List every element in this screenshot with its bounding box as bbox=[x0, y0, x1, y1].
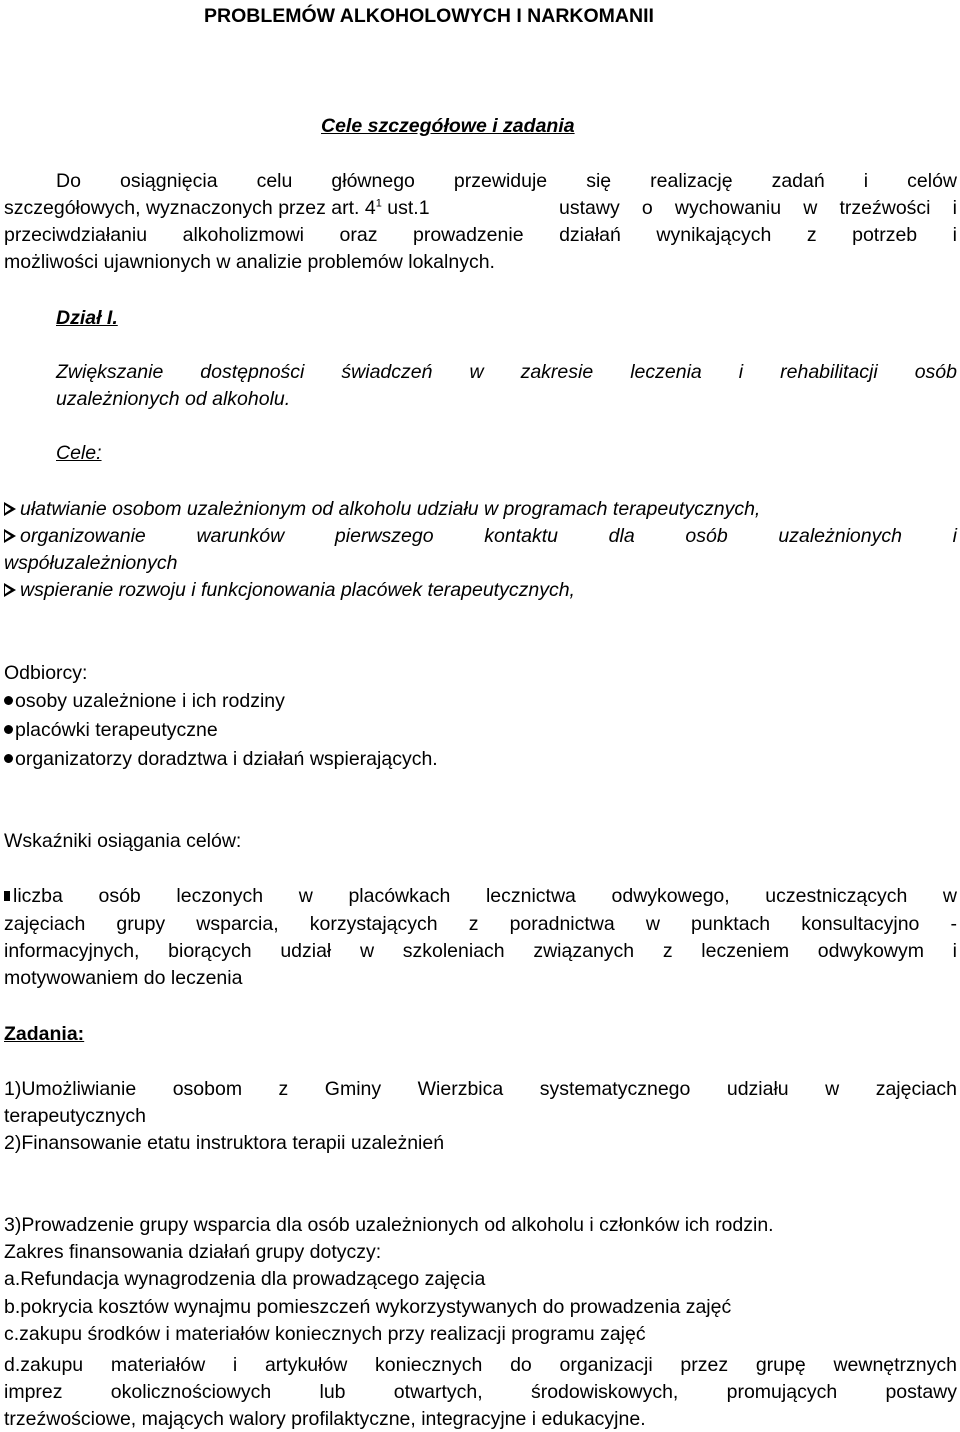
intro-line-2-start bbox=[4, 196, 430, 220]
cele-item-3-text: wspieranie rozwoju i funkcjonowania placówek terapeutycznych, bbox=[20, 579, 575, 601]
zadanie-3: 3)Prowadzenie grupy wsparcia dla osób uzależnionych od alkoholu i członków ich rodzin. bbox=[4, 1214, 774, 1236]
square-bullet-icon bbox=[4, 891, 10, 901]
intro-line-1: Do osiągnięcia celu głównego przewiduje się realizację zadań i celów bbox=[56, 170, 957, 192]
cele-item-3 bbox=[4, 578, 957, 602]
section-title: Cele szczegółowe i zadania bbox=[321, 115, 575, 137]
dzial-subtitle-line-1: Zwiększanie dostępności świadczeń w zakresie leczenia i rehabilitacji osób bbox=[56, 361, 957, 383]
wskazniki-line-1-text: liczba osób leczonych w placówkach lecznictwa odwykowego, uczestniczących w bbox=[13, 885, 957, 907]
intro-line-2-end: ustawy o wychowaniu w trzeźwości i bbox=[559, 197, 957, 219]
zakres-item-d-line-2: imprez okolicznościowych lub otwartych, środowiskowych, promujących postawy bbox=[4, 1381, 957, 1403]
dzial-subtitle-line-2: uzależnionych od alkoholu. bbox=[56, 388, 291, 410]
zakres-item-a: a.Refundacja wynagrodzenia dla prowadzącego zajęcia bbox=[4, 1268, 486, 1290]
wskazniki-line-3: informacyjnych, biorących udział w szkoleniach związanych z leczeniem odwykowym i bbox=[4, 940, 957, 962]
intro-line-2-mid: ust.1 bbox=[381, 197, 430, 219]
intro-line-3: przeciwdziałaniu alkoholizmowi oraz prowadzenie działań wynikających z potrzeb i bbox=[4, 224, 957, 246]
zakres-item-b: b.pokrycia kosztów wynajmu pomieszczeń wykorzystywanych do prowadzenia zajęć bbox=[4, 1296, 732, 1318]
cele-item-2-text: organizowanie warunków pierwszego kontaktu dla osób uzależnionych i bbox=[20, 525, 957, 547]
odbiorcy-item-1 bbox=[4, 689, 285, 713]
dot-bullet-icon bbox=[4, 754, 13, 763]
document-heading: PROBLEMÓW ALKOHOLOWYCH I NARKOMANII bbox=[204, 5, 654, 27]
dot-bullet-icon bbox=[4, 696, 13, 705]
zadania-label: Zadania: bbox=[4, 1023, 85, 1045]
wskazniki-line-1 bbox=[4, 884, 957, 908]
dzial-title: Dział I. bbox=[56, 307, 118, 329]
cele-item-1 bbox=[4, 497, 957, 521]
zadanie-2: 2)Finansowanie etatu instruktora terapii uzależnień bbox=[4, 1132, 445, 1154]
intro-line-2-prefix: szczegółowych, wyznaczonych przez art. 4 bbox=[4, 197, 376, 219]
zadanie-1-line-1: 1)Umożliwianie osobom z Gminy Wierzbica systematycznego udziału w zajęciach bbox=[4, 1078, 957, 1100]
arrow-bullet-icon bbox=[4, 529, 16, 543]
intro-line-2-sup: 1 bbox=[375, 197, 382, 210]
cele-label: Cele: bbox=[56, 442, 102, 464]
wskazniki-line-2: zajęciach grupy wsparcia, korzystających z poradnictwa w punktach konsultacyjno - bbox=[4, 913, 957, 935]
intro-line-4: możliwości ujawnionych w analizie problemów lokalnych. bbox=[4, 251, 495, 273]
odbiorcy-item-2-text: placówki terapeutyczne bbox=[15, 719, 218, 741]
odbiorcy-item-3 bbox=[4, 747, 438, 771]
odbiorcy-item-2 bbox=[4, 718, 218, 742]
cele-item-2 bbox=[4, 524, 957, 548]
dot-bullet-icon bbox=[4, 725, 13, 734]
cele-item-1-text: ułatwianie osobom uzależnionym od alkoholu udziału w programach terapeutycznych, bbox=[20, 498, 761, 520]
zakres-item-d-line-3: trzeźwościowe, mających walory profilaktyczne, integracyjne i edukacyjne. bbox=[4, 1408, 646, 1430]
odbiorcy-item-3-text: organizatorzy doradztwa i działań wspierających. bbox=[15, 748, 438, 770]
wskazniki-line-4: motywowaniem do leczenia bbox=[4, 967, 243, 989]
odbiorcy-label: Odbiorcy: bbox=[4, 662, 88, 684]
zadanie-1-line-2: terapeutycznych bbox=[4, 1105, 146, 1127]
arrow-bullet-icon bbox=[4, 502, 16, 516]
zakres-item-d-line-1: d.zakupu materiałów i artykułów koniecznych do organizacji przez grupę wewnętrznych bbox=[4, 1354, 957, 1376]
arrow-bullet-icon bbox=[4, 583, 16, 597]
zakres-label: Zakres finansowania działań grupy dotyczy: bbox=[4, 1241, 382, 1263]
odbiorcy-item-1-text: osoby uzależnione i ich rodziny bbox=[15, 690, 285, 712]
zakres-item-c: c.zakupu środków i materiałów koniecznych przy realizacji programu zajęć bbox=[4, 1323, 646, 1345]
wskazniki-label: Wskaźniki osiągania celów: bbox=[4, 830, 242, 852]
cele-item-2-continuation: współuzależnionych bbox=[4, 552, 178, 574]
